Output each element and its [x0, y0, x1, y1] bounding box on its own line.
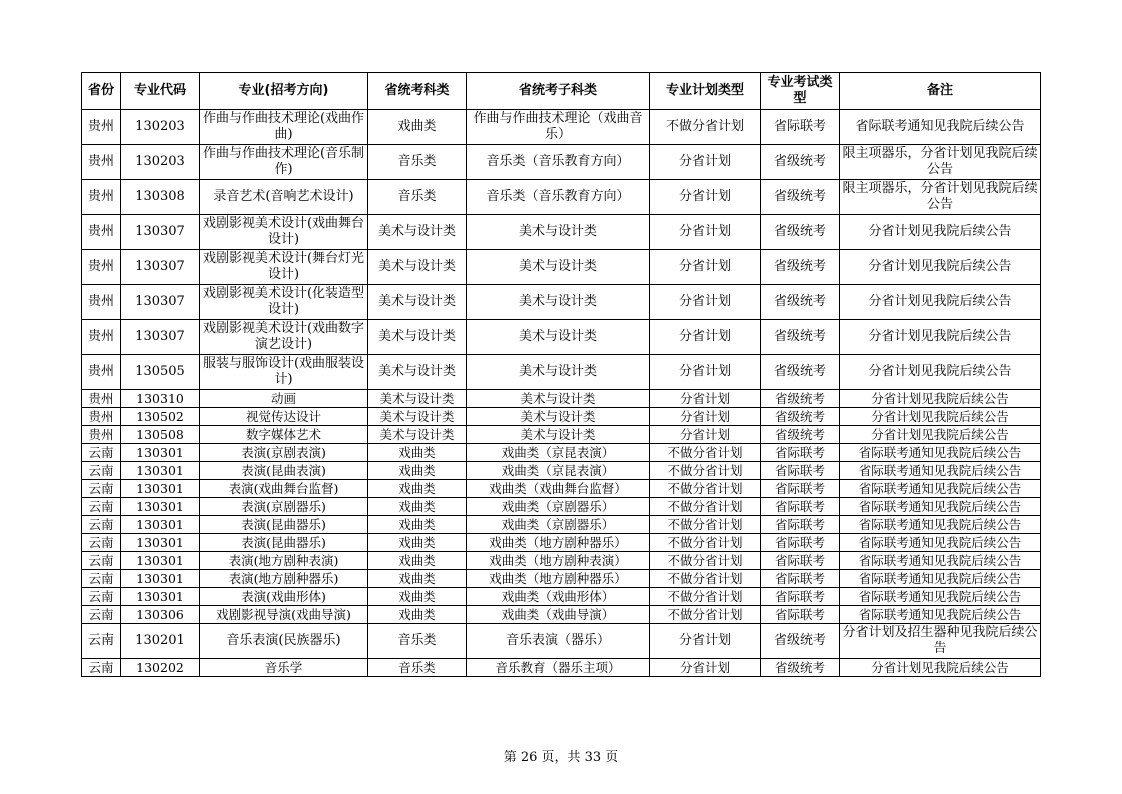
- cell-plan-type: 不做分省计划: [650, 606, 761, 624]
- table-row: [82, 624, 1041, 659]
- cell-exam-category: 音乐类: [368, 145, 467, 180]
- cell-plan-type: 分省计划: [650, 145, 761, 180]
- cell-major-code: 130301: [121, 588, 200, 606]
- cell-remarks: 分省计划及招生器种见我院后续公告: [840, 624, 1041, 659]
- table-row: [82, 250, 1041, 285]
- cell-exam-category: 美术与设计类: [368, 426, 467, 444]
- cell-plan-type: 不做分省计划: [650, 534, 761, 552]
- cell-exam-category: 音乐类: [368, 624, 467, 659]
- cell-remarks: 限主项器乐，分省计划见我院后续公告: [840, 180, 1041, 215]
- cell-province: 云南: [82, 606, 121, 624]
- cell-province: 贵州: [82, 426, 121, 444]
- cell-exam-category: 戏曲类: [368, 570, 467, 588]
- cell-remarks: 分省计划见我院后续公告: [840, 355, 1041, 390]
- cell-exam-type: 省级统考: [761, 250, 840, 285]
- cell-exam-category: 戏曲类: [368, 588, 467, 606]
- cell-exam-type: 省际联考: [761, 498, 840, 516]
- cell-province: 云南: [82, 570, 121, 588]
- cell-exam-subcategory: 戏曲类（戏曲形体）: [467, 588, 650, 606]
- cell-plan-type: 分省计划: [650, 250, 761, 285]
- cell-province: 贵州: [82, 390, 121, 408]
- cell-province: 贵州: [82, 320, 121, 355]
- cell-plan-type: 分省计划: [650, 426, 761, 444]
- cell-province: 贵州: [82, 215, 121, 250]
- cell-exam-category: 音乐类: [368, 659, 467, 677]
- header-province: 省份: [82, 73, 121, 110]
- cell-major: 动画: [200, 390, 368, 408]
- table-row: [82, 285, 1041, 320]
- cell-plan-type: 分省计划: [650, 320, 761, 355]
- cell-remarks: 省际联考通知见我院后续公告: [840, 516, 1041, 534]
- cell-remarks: 分省计划见我院后续公告: [840, 250, 1041, 285]
- cell-exam-category: 美术与设计类: [368, 390, 467, 408]
- table-row: [82, 480, 1041, 498]
- cell-exam-subcategory: 作曲与作曲技术理论（戏曲音乐）: [467, 110, 650, 145]
- cell-major-code: 130301: [121, 498, 200, 516]
- cell-major: 表演(昆曲器乐): [200, 516, 368, 534]
- cell-exam-subcategory: 戏曲类（京昆表演）: [467, 444, 650, 462]
- table-row: [82, 606, 1041, 624]
- cell-major: 数字媒体艺术: [200, 426, 368, 444]
- cell-remarks: 省际联考通知见我院后续公告: [840, 534, 1041, 552]
- table-row: [82, 552, 1041, 570]
- cell-major-code: 130307: [121, 320, 200, 355]
- cell-remarks: 省际联考通知见我院后续公告: [840, 444, 1041, 462]
- header-major: 专业(招考方向): [200, 73, 368, 110]
- cell-exam-category: 美术与设计类: [368, 408, 467, 426]
- cell-major-code: 130201: [121, 624, 200, 659]
- cell-major-code: 130308: [121, 180, 200, 215]
- cell-exam-subcategory: 音乐类（音乐教育方向）: [467, 180, 650, 215]
- cell-major-code: 130307: [121, 215, 200, 250]
- cell-exam-type: 省级统考: [761, 624, 840, 659]
- cell-major: 表演(戏曲舞台监督): [200, 480, 368, 498]
- cell-remarks: 分省计划见我院后续公告: [840, 408, 1041, 426]
- cell-province: 云南: [82, 516, 121, 534]
- cell-major: 表演(京剧器乐): [200, 498, 368, 516]
- table-row: [82, 659, 1041, 677]
- page-number: 第 26 页，共 33 页: [503, 750, 619, 765]
- cell-province: 贵州: [82, 145, 121, 180]
- cell-exam-category: 美术与设计类: [368, 215, 467, 250]
- cell-exam-type: 省级统考: [761, 180, 840, 215]
- cell-exam-type: 省际联考: [761, 444, 840, 462]
- cell-major: 表演(戏曲形体): [200, 588, 368, 606]
- table-row: [82, 462, 1041, 480]
- cell-plan-type: 不做分省计划: [650, 552, 761, 570]
- table-row: [82, 570, 1041, 588]
- cell-exam-type: 省级统考: [761, 285, 840, 320]
- cell-exam-category: 戏曲类: [368, 606, 467, 624]
- table-row: [82, 110, 1041, 145]
- cell-exam-subcategory: 音乐教育（器乐主项）: [467, 659, 650, 677]
- cell-province: 云南: [82, 444, 121, 462]
- cell-remarks: 省际联考通知见我院后续公告: [840, 588, 1041, 606]
- cell-remarks: 省际联考通知见我院后续公告: [840, 570, 1041, 588]
- cell-exam-subcategory: 美术与设计类: [467, 390, 650, 408]
- table-header-row: [82, 73, 1041, 110]
- cell-plan-type: 不做分省计划: [650, 444, 761, 462]
- cell-exam-subcategory: 美术与设计类: [467, 408, 650, 426]
- cell-exam-type: 省际联考: [761, 588, 840, 606]
- cell-exam-category: 美术与设计类: [368, 355, 467, 390]
- table-row: [82, 180, 1041, 215]
- cell-major-code: 130203: [121, 110, 200, 145]
- cell-plan-type: 分省计划: [650, 285, 761, 320]
- cell-remarks: 分省计划见我院后续公告: [840, 659, 1041, 677]
- cell-major-code: 130306: [121, 606, 200, 624]
- cell-exam-category: 戏曲类: [368, 110, 467, 145]
- cell-exam-subcategory: 戏曲类（京昆表演）: [467, 462, 650, 480]
- cell-major-code: 130301: [121, 534, 200, 552]
- table-row: [82, 408, 1041, 426]
- cell-exam-type: 省际联考: [761, 606, 840, 624]
- cell-exam-type: 省际联考: [761, 480, 840, 498]
- cell-major-code: 130301: [121, 516, 200, 534]
- table-row: [82, 320, 1041, 355]
- cell-major-code: 130310: [121, 390, 200, 408]
- cell-exam-type: 省际联考: [761, 110, 840, 145]
- cell-major: 音乐学: [200, 659, 368, 677]
- header-plan-type: 专业计划类型: [650, 73, 761, 110]
- cell-plan-type: 分省计划: [650, 624, 761, 659]
- cell-major-code: 130203: [121, 145, 200, 180]
- cell-exam-type: 省级统考: [761, 390, 840, 408]
- cell-province: 云南: [82, 462, 121, 480]
- cell-exam-subcategory: 美术与设计类: [467, 320, 650, 355]
- cell-exam-subcategory: 美术与设计类: [467, 250, 650, 285]
- cell-plan-type: 不做分省计划: [650, 588, 761, 606]
- cell-exam-type: 省级统考: [761, 215, 840, 250]
- cell-plan-type: 分省计划: [650, 215, 761, 250]
- cell-exam-category: 戏曲类: [368, 462, 467, 480]
- cell-major: 表演(昆曲器乐): [200, 534, 368, 552]
- cell-exam-subcategory: 戏曲类（戏曲导演）: [467, 606, 650, 624]
- table-row: [82, 534, 1041, 552]
- cell-exam-category: 美术与设计类: [368, 250, 467, 285]
- cell-plan-type: 不做分省计划: [650, 110, 761, 145]
- cell-exam-category: 戏曲类: [368, 534, 467, 552]
- cell-remarks: 省际联考通知见我院后续公告: [840, 110, 1041, 145]
- table-row: [82, 390, 1041, 408]
- cell-exam-subcategory: 戏曲类（地方剧种表演）: [467, 552, 650, 570]
- cell-major: 戏剧影视美术设计(舞台灯光设计): [200, 250, 368, 285]
- cell-province: 贵州: [82, 250, 121, 285]
- cell-major-code: 130301: [121, 480, 200, 498]
- cell-plan-type: 不做分省计划: [650, 516, 761, 534]
- header-remarks: 备注: [840, 73, 1041, 110]
- cell-exam-subcategory: 音乐类（音乐教育方向）: [467, 145, 650, 180]
- table-row: [82, 498, 1041, 516]
- cell-major-code: 130301: [121, 462, 200, 480]
- cell-exam-category: 戏曲类: [368, 480, 467, 498]
- table-row: [82, 215, 1041, 250]
- cell-province: 贵州: [82, 180, 121, 215]
- table-row: [82, 426, 1041, 444]
- cell-exam-subcategory: 戏曲类（京剧器乐）: [467, 516, 650, 534]
- cell-province: 云南: [82, 659, 121, 677]
- cell-major: 戏剧影视美术设计(戏曲舞台设计): [200, 215, 368, 250]
- cell-exam-subcategory: 美术与设计类: [467, 426, 650, 444]
- cell-plan-type: 分省计划: [650, 390, 761, 408]
- cell-exam-subcategory: 戏曲类（戏曲舞台监督）: [467, 480, 650, 498]
- cell-remarks: 分省计划见我院后续公告: [840, 215, 1041, 250]
- cell-major: 表演(地方剧种器乐): [200, 570, 368, 588]
- cell-plan-type: 不做分省计划: [650, 480, 761, 498]
- cell-major-code: 130508: [121, 426, 200, 444]
- cell-major-code: 130301: [121, 552, 200, 570]
- admissions-table: [81, 72, 1041, 677]
- cell-plan-type: 分省计划: [650, 408, 761, 426]
- cell-exam-subcategory: 美术与设计类: [467, 285, 650, 320]
- cell-remarks: 省际联考通知见我院后续公告: [840, 480, 1041, 498]
- cell-exam-type: 省级统考: [761, 145, 840, 180]
- cell-major: 作曲与作曲技术理论(音乐制作): [200, 145, 368, 180]
- cell-major: 表演(昆曲表演): [200, 462, 368, 480]
- cell-exam-type: 省际联考: [761, 516, 840, 534]
- cell-plan-type: 分省计划: [650, 180, 761, 215]
- cell-exam-type: 省际联考: [761, 552, 840, 570]
- cell-province: 贵州: [82, 285, 121, 320]
- cell-exam-category: 戏曲类: [368, 498, 467, 516]
- cell-plan-type: 不做分省计划: [650, 570, 761, 588]
- cell-exam-category: 戏曲类: [368, 552, 467, 570]
- cell-plan-type: 不做分省计划: [650, 498, 761, 516]
- cell-major-code: 130301: [121, 570, 200, 588]
- cell-province: 云南: [82, 498, 121, 516]
- table-body: [82, 110, 1041, 677]
- cell-major-code: 130301: [121, 444, 200, 462]
- cell-remarks: 省际联考通知见我院后续公告: [840, 462, 1041, 480]
- cell-province: 云南: [82, 588, 121, 606]
- cell-exam-category: 戏曲类: [368, 444, 467, 462]
- cell-remarks: 省际联考通知见我院后续公告: [840, 552, 1041, 570]
- cell-exam-subcategory: 美术与设计类: [467, 215, 650, 250]
- cell-exam-type: 省际联考: [761, 570, 840, 588]
- cell-exam-category: 音乐类: [368, 180, 467, 215]
- cell-remarks: 限主项器乐，分省计划见我院后续公告: [840, 145, 1041, 180]
- cell-major-code: 130307: [121, 285, 200, 320]
- cell-province: 云南: [82, 534, 121, 552]
- cell-remarks: 分省计划见我院后续公告: [840, 320, 1041, 355]
- table-row: [82, 588, 1041, 606]
- cell-major: 服装与服饰设计(戏曲服装设计): [200, 355, 368, 390]
- cell-exam-type: 省际联考: [761, 462, 840, 480]
- cell-remarks: 分省计划见我院后续公告: [840, 390, 1041, 408]
- table-row: [82, 145, 1041, 180]
- table-row: [82, 355, 1041, 390]
- cell-major-code: 130202: [121, 659, 200, 677]
- cell-remarks: 分省计划见我院后续公告: [840, 426, 1041, 444]
- cell-major: 戏剧影视美术设计(戏曲数字演艺设计): [200, 320, 368, 355]
- cell-exam-category: 美术与设计类: [368, 285, 467, 320]
- cell-major-code: 130307: [121, 250, 200, 285]
- cell-exam-category: 美术与设计类: [368, 320, 467, 355]
- cell-exam-subcategory: 戏曲类（地方剧种器乐）: [467, 570, 650, 588]
- cell-province: 贵州: [82, 408, 121, 426]
- table-row: [82, 516, 1041, 534]
- cell-exam-subcategory: 戏曲类（京剧器乐）: [467, 498, 650, 516]
- cell-remarks: 省际联考通知见我院后续公告: [840, 606, 1041, 624]
- cell-major: 作曲与作曲技术理论(戏曲作曲): [200, 110, 368, 145]
- cell-major: 视觉传达设计: [200, 408, 368, 426]
- cell-plan-type: 不做分省计划: [650, 462, 761, 480]
- cell-major-code: 130502: [121, 408, 200, 426]
- cell-exam-subcategory: 美术与设计类: [467, 355, 650, 390]
- cell-province: 贵州: [82, 110, 121, 145]
- cell-province: 云南: [82, 552, 121, 570]
- cell-exam-category: 戏曲类: [368, 516, 467, 534]
- cell-exam-type: 省级统考: [761, 659, 840, 677]
- header-exam-type: 专业考试类型: [761, 73, 840, 110]
- cell-plan-type: 分省计划: [650, 659, 761, 677]
- cell-major: 表演(地方剧种表演): [200, 552, 368, 570]
- cell-province: 贵州: [82, 355, 121, 390]
- cell-major: 音乐表演(民族器乐): [200, 624, 368, 659]
- cell-remarks: 省际联考通知见我院后续公告: [840, 498, 1041, 516]
- cell-exam-type: 省级统考: [761, 426, 840, 444]
- header-exam-category: 省统考科类: [368, 73, 467, 110]
- cell-major: 录音艺术(音响艺术设计): [200, 180, 368, 215]
- cell-exam-subcategory: 戏曲类（地方剧种器乐）: [467, 534, 650, 552]
- header-exam-subcategory: 省统考子科类: [467, 73, 650, 110]
- cell-exam-type: 省级统考: [761, 320, 840, 355]
- table-row: [82, 444, 1041, 462]
- cell-province: 云南: [82, 480, 121, 498]
- cell-major: 戏剧影视美术设计(化装造型设计): [200, 285, 368, 320]
- cell-exam-type: 省级统考: [761, 355, 840, 390]
- cell-exam-type: 省级统考: [761, 408, 840, 426]
- header-major-code: 专业代码: [121, 73, 200, 110]
- cell-remarks: 分省计划见我院后续公告: [840, 285, 1041, 320]
- cell-exam-type: 省际联考: [761, 534, 840, 552]
- cell-province: 云南: [82, 624, 121, 659]
- cell-major: 表演(京剧表演): [200, 444, 368, 462]
- cell-plan-type: 分省计划: [650, 355, 761, 390]
- cell-exam-subcategory: 音乐表演（器乐）: [467, 624, 650, 659]
- cell-major: 戏剧影视导演(戏曲导演): [200, 606, 368, 624]
- cell-major-code: 130505: [121, 355, 200, 390]
